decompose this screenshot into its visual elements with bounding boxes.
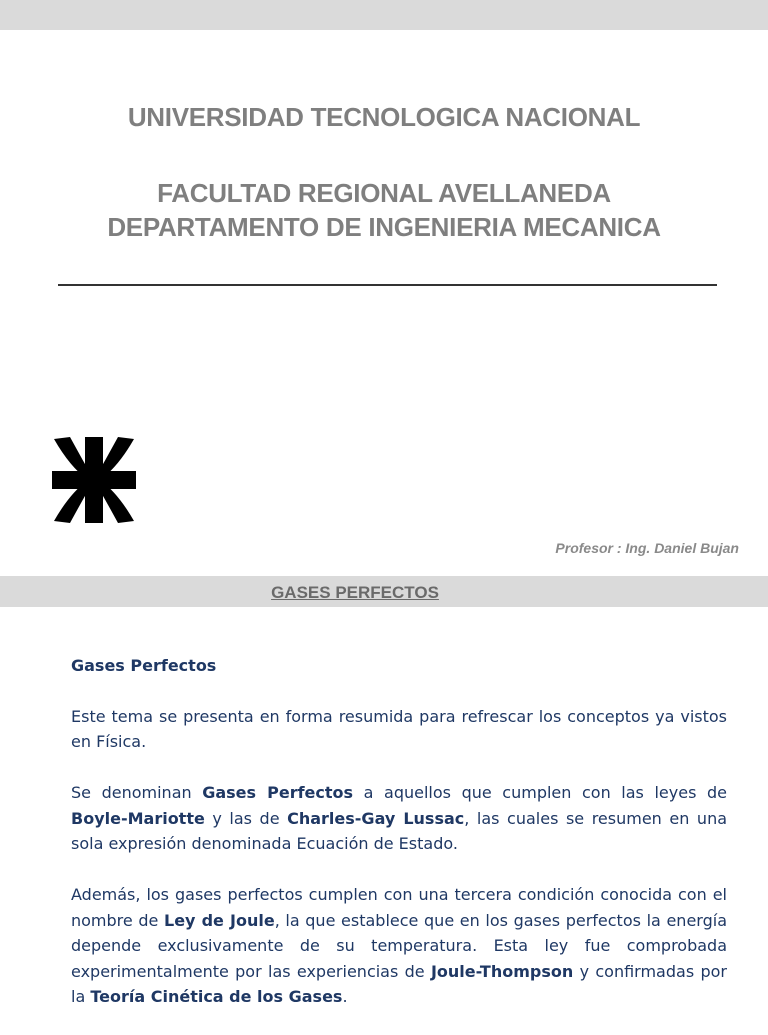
text-span: y las de xyxy=(204,808,288,828)
text-span: . xyxy=(342,987,348,1006)
intro-paragraph: Este tema se presenta en forma resumida para refrescar los conceptos ya vistos en Física. xyxy=(71,706,727,751)
header-divider xyxy=(58,284,717,286)
joule-paragraph xyxy=(71,882,727,1010)
term-gases-perfectos: Gases Perfectos xyxy=(202,783,354,802)
term-joule-thompson: Joule-Thompson xyxy=(430,961,574,981)
text-span: a aquellos que cumplen con las leyes de xyxy=(353,783,727,802)
content-body xyxy=(71,653,727,1035)
department-name: DEPARTAMENTO DE INGENIERIA MECANICA xyxy=(107,212,661,242)
utn-logo-icon xyxy=(52,437,136,523)
term-boyle-mariotte: Boyle-Mariotte xyxy=(71,808,205,828)
term-ley-de-joule: Ley de Joule xyxy=(164,910,275,930)
text-span: y confirmadas por la xyxy=(71,961,728,1006)
professor-name: Profesor : Ing. Daniel Bujan xyxy=(555,540,739,556)
faculty-heading xyxy=(0,176,768,244)
definition-paragraph xyxy=(71,780,727,857)
term-charles-gay-lussac: Charles-Gay Lussac xyxy=(287,808,465,828)
faculty-name: FACULTAD REGIONAL AVELLANEDA xyxy=(157,178,611,208)
content-heading: Gases Perfectos xyxy=(71,656,217,675)
university-title: UNIVERSIDAD TECNOLOGICA NACIONAL xyxy=(127,102,641,132)
text-span: Además, los gases perfectos cumplen con una tercera condición conocida con el nombre de xyxy=(71,885,727,930)
section-title: GASES PERFECTOS xyxy=(271,583,439,602)
text-span: Se denominan xyxy=(71,783,203,802)
text-span: , las cuales se resumen en una sola expresión denominada Ecuación de Estado. xyxy=(71,808,728,853)
text-span: , la que establece que en los gases perfectos la energía depende exclusivamente de su temperatura. Esta ley fue comprobada experimentalmente por las experiencias de xyxy=(71,910,727,981)
term-teoria-cinetica: Teoría Cinética de los Gases xyxy=(90,987,343,1006)
top-band xyxy=(0,0,768,30)
